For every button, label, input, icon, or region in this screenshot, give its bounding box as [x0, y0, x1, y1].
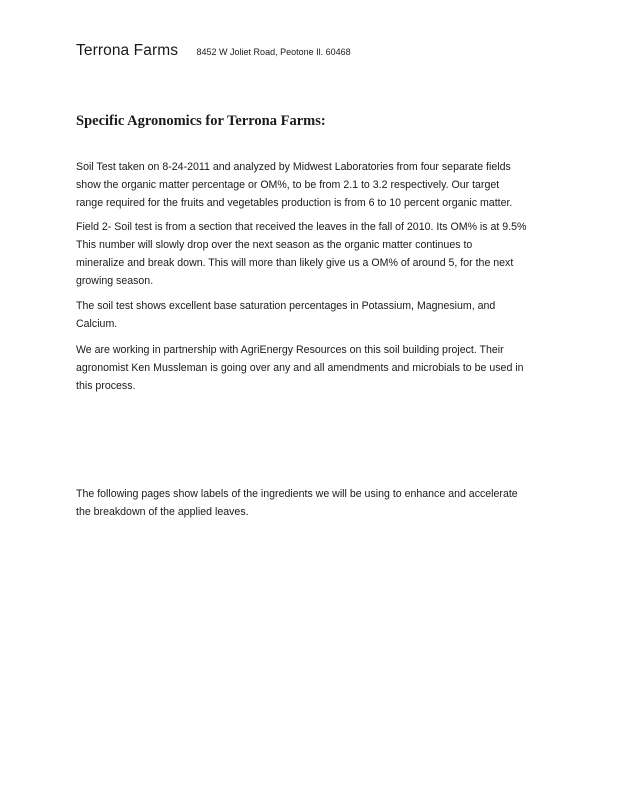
text-line: Field 2- Soil test is from a section that received the leaves in the fall of 2010. Its OM% is at 9.5% — [76, 221, 527, 233]
text-line: Calcium. — [76, 318, 118, 330]
text-line: We are working in partnership with AgriEnergy Resources on this soil building project. Their — [76, 344, 504, 356]
text-line: mineralize and break down. This will more than likely give us a OM% of around 5, for the next — [76, 257, 514, 269]
text-line: This number will slowly drop over the next season as the organic matter continues to — [76, 239, 473, 251]
text-line: The soil test shows excellent base saturation percentages in Potassium, Magnesium, and — [76, 300, 496, 312]
paragraph-following-pages — [76, 485, 556, 521]
company-name: Terrona Farms — [76, 42, 179, 59]
company-address: 8452 W Joliet Road, Peotone Il. 60468 — [196, 47, 351, 57]
text-line: agronomist Ken Mussleman is going over any and all amendments and microbials to be used in — [76, 362, 524, 374]
paragraph-base-saturation — [76, 297, 556, 333]
text-line: Soil Test taken on 8-24-2011 and analyzed by Midwest Laboratories from four separate fields — [76, 161, 511, 173]
text-line: this process. — [76, 380, 136, 392]
text-line: the breakdown of the applied leaves. — [76, 506, 249, 518]
text-line: show the organic matter percentage or OM%, to be from 2.1 to 3.2 respectively. Our target — [76, 179, 500, 191]
page-title: Specific Agronomics for Terrona Farms: — [76, 113, 326, 129]
text-line: The following pages show labels of the ingredients we will be using to enhance and accelerate — [76, 488, 518, 500]
letterhead — [76, 42, 351, 60]
paragraph-soil-test — [76, 158, 556, 212]
paragraph-partnership — [76, 341, 556, 395]
paragraph-field-2 — [76, 218, 556, 290]
text-line: growing season. — [76, 275, 154, 287]
text-line: range required for the fruits and vegetables production is from 6 to 10 percent organic matter. — [76, 197, 513, 209]
